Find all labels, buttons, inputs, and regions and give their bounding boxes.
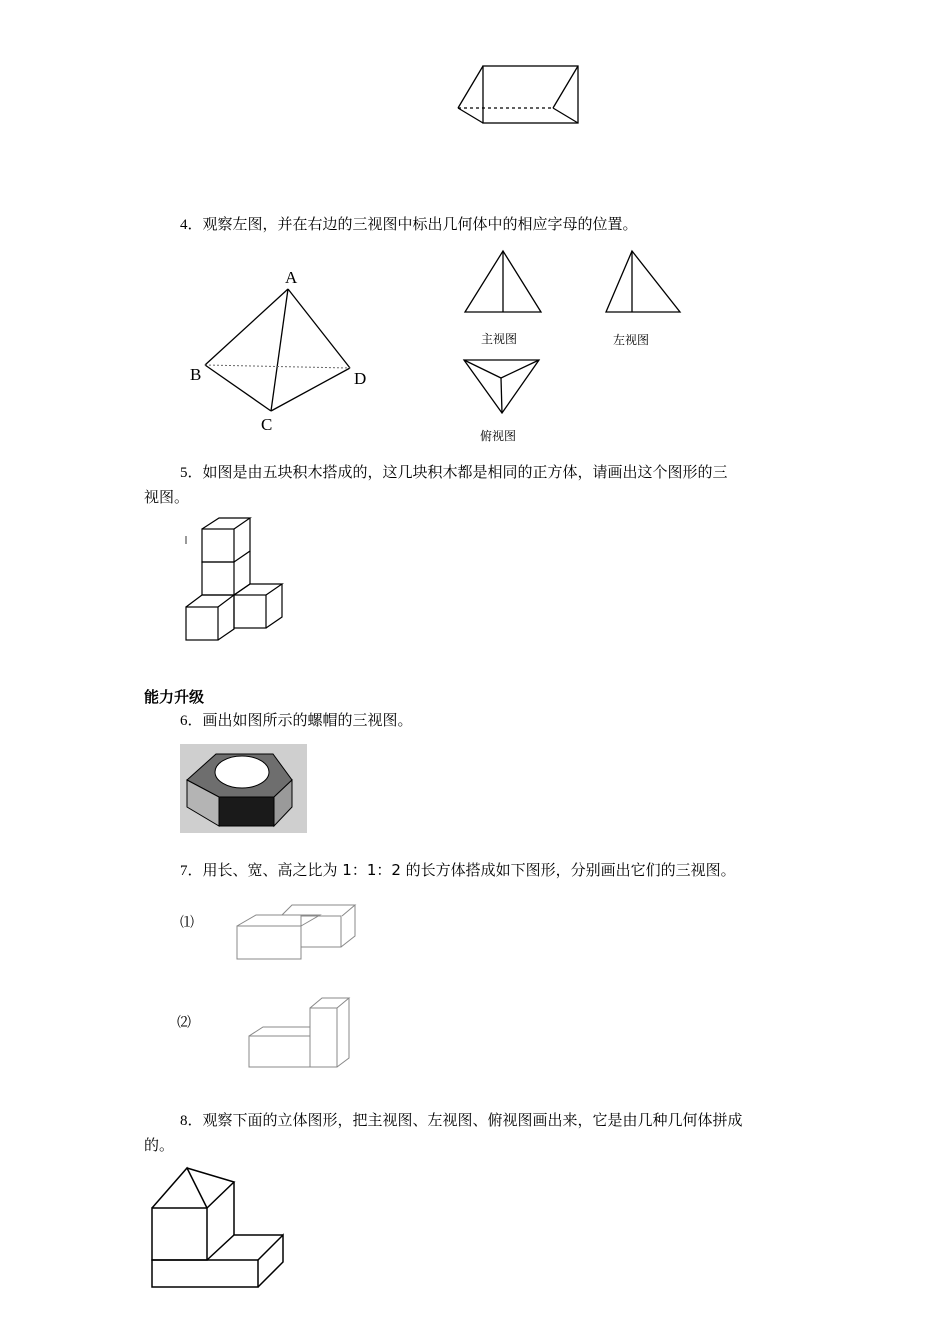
q8-number: 8． (180, 1113, 203, 1129)
top-view-caption: 俯视图 (480, 429, 517, 443)
q7-label-1: ⑴ (180, 915, 194, 931)
point-c-label: C (261, 415, 273, 434)
q6-text: 6．画出如图所示的螺帽的三视图。 (180, 711, 413, 729)
q6-number: 6． (180, 713, 203, 729)
front-view-caption: 主视图 (481, 332, 518, 346)
q7-number: 7． (180, 863, 203, 879)
section-title: 能力升级 (144, 688, 205, 706)
q7-label-2: ⑵ (177, 1015, 191, 1031)
point-b-label: B (190, 365, 202, 384)
q5-text-line2: 视图。 (144, 488, 190, 506)
q8-text-line2: 的。 (144, 1136, 175, 1154)
point-a-label: A (285, 268, 298, 287)
left-view-caption: 左视图 (613, 333, 650, 347)
q5-number: 5． (180, 465, 203, 481)
point-d-label: D (354, 369, 367, 388)
q5-text: 5．如图是由五块积木搭成的，这几块积木都是相同的正方体，请画出这个图形的三 (180, 463, 728, 481)
q8-text: 8．观察下面的立体图形，把主视图、左视图、俯视图画出来，它是由几种几何体拼成 (180, 1111, 743, 1129)
q4-number: 4． (180, 217, 203, 233)
q4-text: 4．观察左图，并在右边的三视图中标出几何体中的相应字母的位置。 (180, 215, 638, 233)
q7-text: 7．用长、宽、高之比为 1：1：2 的长方体搭成如下图形，分别画出它们的三视图。 (180, 861, 736, 879)
